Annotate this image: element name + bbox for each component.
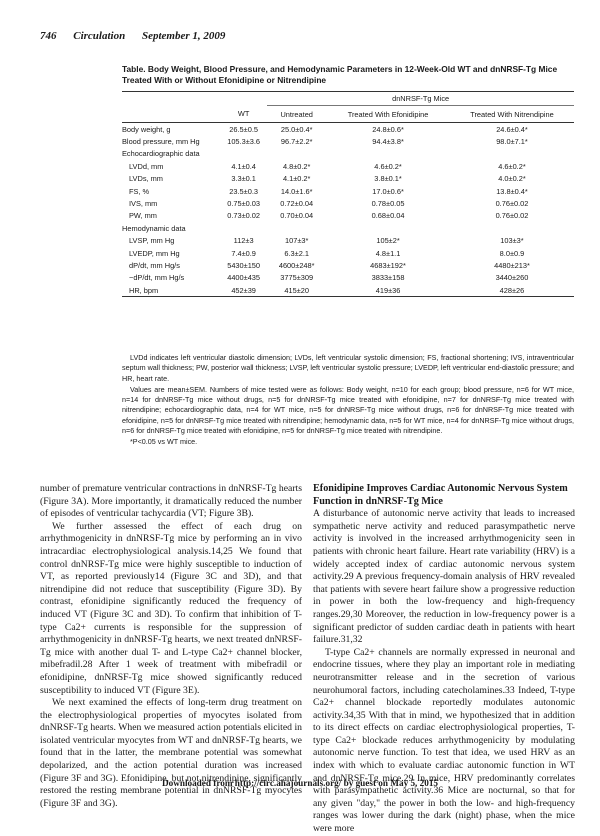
row-label: LVDs, mm	[129, 174, 163, 184]
table-cell: 4.8±1.1	[375, 248, 401, 258]
row-label: HR, bpm	[122, 284, 220, 297]
table-cell	[326, 148, 450, 160]
table-row	[122, 247, 574, 259]
table-cell: 452±39	[220, 284, 267, 297]
table-row	[122, 235, 574, 247]
row-label: PW, mm	[129, 211, 157, 221]
table-cell	[267, 148, 326, 160]
table-row	[122, 148, 574, 160]
table-cell: 4.1±0.4	[231, 161, 256, 171]
issue-date: September 1, 2009	[141, 30, 226, 42]
table-cell: 3775±309	[280, 273, 314, 283]
table-cell: 0.70±0.04	[280, 211, 314, 221]
table-row	[122, 173, 574, 185]
table-cell: 14.0±1.6*	[280, 186, 313, 196]
table-cell: 4.6±0.2*	[498, 161, 526, 171]
table-cell: 4.1±0.2*	[282, 174, 311, 184]
table-cell: 0.73±0.02	[227, 211, 261, 221]
row-label: FS, %	[129, 186, 150, 196]
table-cell: 112±3	[233, 236, 254, 246]
left-text-column	[40, 483, 302, 810]
table-cell: 4.0±0.2*	[498, 174, 526, 184]
table-row	[122, 197, 574, 209]
data-table	[122, 91, 574, 297]
table-footnotes	[122, 353, 574, 449]
table-cell: 6.3±2.1	[284, 248, 309, 258]
table-cell: 419±36	[326, 284, 450, 297]
row-label: LVDd, mm	[129, 161, 164, 171]
row-label: Hemodynamic data	[122, 223, 186, 233]
table-cell: 96.7±2.2*	[280, 137, 313, 147]
table-row	[122, 160, 574, 172]
row-label: Blood pressure, mm Hg	[122, 137, 200, 147]
table-cell: 0.76±0.02	[495, 199, 529, 209]
table-cell	[450, 222, 574, 234]
table-cell: 17.0±0.6*	[372, 186, 404, 196]
column-header: Treated With Nitrendipine	[450, 106, 574, 123]
row-label: −dP/dt, mm Hg/s	[129, 273, 185, 283]
footnote-abbreviations: LVDd indicates left ventricular diastolic dimension; LVDs, left ventricular systolic dimension; FS, fractional shortening; IVS, intraventricular septum wall thickness; PW, posterior wall thickness; LVSP, left ventricular systolic pressure; LVEDP, left ventricular end-diastolic pressure; and HR, heart rate.	[122, 353, 574, 383]
table-cell: 415±20	[267, 284, 326, 297]
table-cell: 13.8±0.4*	[496, 186, 528, 196]
table-cell: 105.3±3.6	[227, 137, 261, 147]
table-cell	[220, 148, 267, 160]
table-cell: 4480±213*	[494, 260, 530, 270]
table-cell: 25.0±0.4*	[280, 124, 313, 134]
table-cell: 4400±435	[227, 273, 261, 283]
table-cell	[326, 222, 450, 234]
table-cell: 428±26	[450, 284, 574, 297]
body-paragraph: T-type Ca2+ channels are normally expressed in neuronal and endocrine tissues, where they play an important role in mediating neurotransmitter release and in the secretion of various neurohumoral factors, including catecholamines.33 Indeed, T-type Ca2+ channel blockade reportedly modulates autonomic activity.34,35 With that in mind, we hypothesized that in addition to its direct effects on cardiac electrophysiological properties, T-type Ca2+ blockade reduces arrhythmogenicity by modulating autonomic nerve function. To test that idea, we used HRV as an index with which to evaluate cardiac autonomic function in WT and dnNRSF-Tg mice.29 In mice, HRV predominantly correlates with parasympathetic activity.36 Mice are nocturnal, so that for any given "day," the power in both the low- and high-frequency ranges was lower during the dark (night) phase, when the mice were more	[313, 646, 575, 835]
running-header	[40, 30, 239, 42]
table-cell: 0.76±0.02	[495, 211, 529, 221]
section-heading: Efonidipine Improves Cardiac Autonomic Nervous System Function in dnNRSF-Tg Mice	[313, 483, 568, 507]
download-footer: Downloaded from http://circ.ahajournals.org/ by guest on May 5, 2015	[161, 778, 439, 788]
body-paragraph: A disturbance of autonomic nerve activity that leads to increased sympathetic nerve activity and reduced parasympathetic nerve activity is involved in the increased arrhythmogenicity seen in patients with chronic heart failure. Heart rate variability (HRV) is a widely accepted index of cardiac autonomic nervous system activity.29 A previous frequency-domain analysis of HRV revealed that patients with severe heart failure show a progressive reduction in power in both the low-frequency and high-frequency ranges.29,30 Moreover, the reduction in low-frequency power is a significant predictor of sudden cardiac death in patients with heart failure.31,32	[313, 508, 575, 646]
table-cell: 103±3*	[500, 236, 524, 246]
table-cell: 0.72±0.04	[280, 199, 314, 209]
table-cell: 4.6±0.2*	[374, 161, 402, 171]
table-cell: 107±3*	[285, 236, 309, 246]
body-paragraph: We next examined the effects of long-term drug treatment on the electrophysiological properties of myocytes isolated from dnNRSF-Tg hearts. When we measured action potentials elicited in isolated ventricular myocytes from WT and dnNRSF-Tg hearts, we found that in the latter, the membrane potential was somewhat depolarized, and the action potential duration was increased (Figure 3F and 3G). Efonidipine, but not nitrendipine, significantly restored the resting membrane potential in dnNRSF-Tg myocytes (Figure 3F and 3G).	[40, 697, 302, 809]
column-header: WT	[220, 106, 267, 123]
table-cell: 0.75±0.03	[227, 199, 261, 209]
table-cell	[220, 222, 267, 234]
table-row	[122, 135, 574, 147]
row-label: LVSP, mm Hg	[129, 236, 175, 246]
footnote-sample-sizes: Values are mean±SEM. Numbers of mice tested were as follows: Body weight, n=10 for each group; blood pressure, n=6 for WT mice, n=14 for dnNRSF-Tg mice without drugs, n=5 for dnNRSF-Tg mice treated with efonidipine, n=7 for dnNRSF-Tg mice treated with nitrendipine; echocardiographic data, n=4 for WT mice, n=5 for dnNRSF-Tg mice without drugs, n=6 for dnNRSF-Tg mice treated with efonidipine, n=5 for dnNRSF-Tg mice treated with nitrendipine; hemodynamic data, n=5 for WT mice, n=4 for dnNRSF-Tg mice without drugs, n=6 for dnNRSF-Tg mice treated with efonidipine, n=5 for dnNRSF-Tg mice treated with nitrendipine.	[122, 384, 574, 436]
table-cell	[450, 148, 574, 160]
table-cell: 3833±158	[371, 273, 405, 283]
row-label: LVEDP, mm Hg	[129, 248, 180, 258]
table-row	[122, 284, 574, 297]
row-label: Body weight, g	[122, 124, 171, 134]
table-cell: 8.0±0.9	[499, 248, 525, 258]
table-column-header-row	[122, 106, 574, 123]
table-row	[122, 259, 574, 271]
body-paragraph: number of premature ventricular contractions in dnNRSF-Tg hearts (Figure 3A). More importantly, it dramatically reduced the number of episodes of ventricular tachycardia (VT; Figure 3B).	[40, 483, 302, 520]
table-cell: 4683±192*	[370, 260, 406, 270]
table-row	[122, 185, 574, 197]
table-cell: 4600±248*	[278, 260, 315, 270]
table-cell	[267, 222, 326, 234]
table-group-header-row	[122, 92, 574, 106]
table-cell: 26.5±0.5	[229, 124, 258, 134]
table-cell: 7.4±0.9	[231, 248, 256, 258]
row-label: dP/dt, mm Hg/s	[129, 260, 180, 270]
table-row	[122, 222, 574, 234]
footnote-significance: *P<0.05 vs WT mice.	[130, 437, 198, 447]
table-cell: 4.8±0.2*	[282, 161, 311, 171]
table-cell: 0.78±0.05	[371, 199, 405, 209]
table-cell: 98.0±7.1*	[496, 137, 528, 147]
table-cell: 3440±260	[495, 273, 529, 283]
table-row	[122, 123, 574, 136]
table-cell: 105±2*	[376, 236, 400, 246]
column-header	[122, 106, 220, 123]
table-cell: 5430±150	[227, 260, 261, 270]
journal-name: Circulation	[73, 30, 126, 42]
table-cell: 24.6±0.4*	[496, 124, 528, 134]
page-number: 746	[40, 30, 57, 42]
group-header-dnnrsf: dnNRSF-Tg Mice	[267, 92, 574, 106]
row-label: IVS, mm	[129, 199, 158, 209]
column-header: Untreated	[267, 106, 326, 123]
table-cell: 0.68±0.04	[371, 211, 405, 221]
table-row	[122, 210, 574, 222]
row-label: Echocardiographic data	[122, 149, 200, 159]
table-cell: 24.8±0.6*	[372, 124, 404, 134]
table-cell: 94.4±3.8*	[372, 137, 404, 147]
column-header: Treated With Efonidipine	[326, 106, 450, 123]
table-title: Table. Body Weight, Blood Pressure, and Hemodynamic Parameters in 12-Week-Old WT and dnNRSF-Tg Mice Treated With or Without Efonidipine or Nitrendipine	[122, 64, 558, 85]
table-row	[122, 272, 574, 284]
table-cell: 3.3±0.1	[231, 174, 256, 184]
body-paragraph: We further assessed the effect of each drug on arrhythmogenicity in dnNRSF-Tg mice by performing an in vivo intracardiac electrophysiological analysis.14,25 We found that control dnNRSF-Tg mice were highly susceptible to induction of VT, as reported previously14 (Figure 3C and 3D), and that nitrendipine did not reduce that susceptibility (Figure 3D). By contrast, efonidipine significantly reduced the frequency of induced VT (Figure 3C and 3D). To confirm that inhibition of T-type Ca2+ currents is responsible for the suppression of arrhythmogenicity in dnNRSF-Tg hearts, we next treated dnNRSF-Tg mice with another dual T- and L-type Ca2+ channel blocker, mibefradil.28 After 1 week of treatment with mibefradil or efonidipine, dnNRSF-Tg mice showed significantly reduced susceptibility to induced VT (Figure 3E).	[40, 520, 302, 696]
table-cell: 23.5±0.3	[229, 186, 258, 196]
table-cell: 3.8±0.1*	[374, 174, 402, 184]
